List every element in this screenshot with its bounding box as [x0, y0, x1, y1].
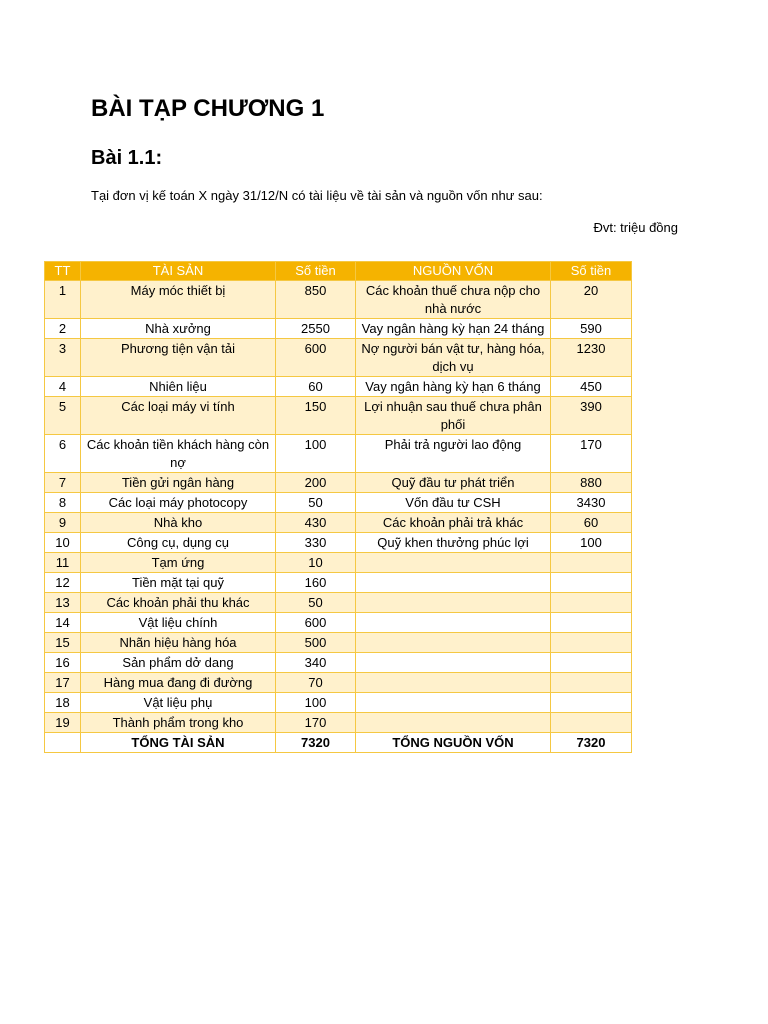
asset-amount: 200 — [276, 473, 356, 493]
asset-amount: 340 — [276, 653, 356, 673]
header-source: NGUỒN VỐN — [356, 262, 551, 281]
source-amount — [551, 553, 632, 573]
asset-name: Tạm ứng — [81, 553, 276, 573]
asset-name: Tiền mặt tại quỹ — [81, 573, 276, 593]
source-name — [356, 593, 551, 613]
row-number: 19 — [45, 713, 81, 733]
row-number: 2 — [45, 319, 81, 339]
row-number: 10 — [45, 533, 81, 553]
asset-amount: 50 — [276, 593, 356, 613]
source-amount — [551, 693, 632, 713]
source-name: Quỹ khen thưởng phúc lợi — [356, 533, 551, 553]
table-row — [45, 513, 632, 533]
source-name: Lợi nhuận sau thuế chưa phân phối — [356, 397, 551, 435]
source-amount: 3430 — [551, 493, 632, 513]
asset-name: Hàng mua đang đi đường — [81, 673, 276, 693]
row-number: 6 — [45, 435, 81, 473]
intro-text: Tại đơn vị kế toán X ngày 31/12/N có tài liệu về tài sản và nguồn vốn như sau: — [91, 188, 543, 203]
row-number: 12 — [45, 573, 81, 593]
table-row — [45, 339, 632, 377]
source-amount — [551, 573, 632, 593]
row-number: 16 — [45, 653, 81, 673]
asset-name: Tiền gửi ngân hàng — [81, 473, 276, 493]
table-row — [45, 613, 632, 633]
asset-name: Các loại máy photocopy — [81, 493, 276, 513]
row-number: 9 — [45, 513, 81, 533]
row-number: 8 — [45, 493, 81, 513]
balance-table — [44, 261, 632, 753]
table-row — [45, 533, 632, 553]
asset-amount: 500 — [276, 633, 356, 653]
asset-amount: 10 — [276, 553, 356, 573]
page-title: BÀI TẠP CHƯƠNG 1 — [91, 95, 325, 122]
table-row — [45, 377, 632, 397]
asset-amount: 170 — [276, 713, 356, 733]
asset-name: Sản phẩm dở dang — [81, 653, 276, 673]
table-row — [45, 397, 632, 435]
source-amount: 20 — [551, 281, 632, 319]
source-name: Vốn đầu tư CSH — [356, 493, 551, 513]
source-name — [356, 553, 551, 573]
row-number: 5 — [45, 397, 81, 435]
row-number: 11 — [45, 553, 81, 573]
source-name: Nợ người bán vật tư, hàng hóa, dịch vụ — [356, 339, 551, 377]
asset-amount: 600 — [276, 613, 356, 633]
total-assets-label: TỔNG TÀI SẢN — [81, 733, 276, 753]
asset-name: Vật liệu phụ — [81, 693, 276, 713]
row-number: 18 — [45, 693, 81, 713]
source-name: Các khoản thuế chưa nộp cho nhà nước — [356, 281, 551, 319]
table-row — [45, 633, 632, 653]
source-name — [356, 573, 551, 593]
asset-name: Các khoản phải thu khác — [81, 593, 276, 613]
total-row — [45, 733, 632, 753]
table-header-row — [45, 262, 632, 281]
asset-name: Các khoản tiền khách hàng còn nợ — [81, 435, 276, 473]
table-row — [45, 473, 632, 493]
table-row — [45, 573, 632, 593]
source-amount: 590 — [551, 319, 632, 339]
asset-amount: 70 — [276, 673, 356, 693]
source-amount: 100 — [551, 533, 632, 553]
asset-name: Các loại máy vi tính — [81, 397, 276, 435]
row-number: 4 — [45, 377, 81, 397]
table-row — [45, 653, 632, 673]
asset-name: Vật liệu chính — [81, 613, 276, 633]
table-body — [45, 281, 632, 733]
row-number: 7 — [45, 473, 81, 493]
table-row — [45, 693, 632, 713]
source-name: Vay ngân hàng kỳ hạn 6 tháng — [356, 377, 551, 397]
source-amount: 170 — [551, 435, 632, 473]
source-amount — [551, 593, 632, 613]
source-amount — [551, 613, 632, 633]
asset-name: Nhãn hiệu hàng hóa — [81, 633, 276, 653]
asset-amount: 50 — [276, 493, 356, 513]
row-number: 13 — [45, 593, 81, 613]
source-amount: 880 — [551, 473, 632, 493]
header-tt: TT — [45, 262, 81, 281]
source-name — [356, 713, 551, 733]
asset-name: Nhiên liệu — [81, 377, 276, 397]
source-amount — [551, 653, 632, 673]
row-number: 14 — [45, 613, 81, 633]
asset-amount: 150 — [276, 397, 356, 435]
source-name: Các khoản phải trả khác — [356, 513, 551, 533]
table-row — [45, 319, 632, 339]
table-row — [45, 493, 632, 513]
header-asset: TÀI SẢN — [81, 262, 276, 281]
source-amount: 450 — [551, 377, 632, 397]
total-assets-value: 7320 — [276, 733, 356, 753]
source-name — [356, 693, 551, 713]
table-row — [45, 553, 632, 573]
row-number: 15 — [45, 633, 81, 653]
source-amount — [551, 673, 632, 693]
header-asset-amount: Số tiền — [276, 262, 356, 281]
source-amount: 60 — [551, 513, 632, 533]
row-number: 3 — [45, 339, 81, 377]
table-row — [45, 435, 632, 473]
source-amount — [551, 713, 632, 733]
asset-name: Nhà xưởng — [81, 319, 276, 339]
header-source-amount: Số tiền — [551, 262, 632, 281]
source-name — [356, 633, 551, 653]
table-row — [45, 281, 632, 319]
asset-amount: 60 — [276, 377, 356, 397]
asset-amount: 100 — [276, 693, 356, 713]
source-name — [356, 673, 551, 693]
asset-amount: 330 — [276, 533, 356, 553]
source-name — [356, 653, 551, 673]
source-amount — [551, 633, 632, 653]
asset-name: Thành phẩm trong kho — [81, 713, 276, 733]
source-amount: 1230 — [551, 339, 632, 377]
asset-name: Phương tiện vận tải — [81, 339, 276, 377]
asset-amount: 430 — [276, 513, 356, 533]
table-row — [45, 713, 632, 733]
source-name — [356, 613, 551, 633]
asset-name: Nhà kho — [81, 513, 276, 533]
table-row — [45, 593, 632, 613]
source-amount: 390 — [551, 397, 632, 435]
source-name: Vay ngân hàng kỳ hạn 24 tháng — [356, 319, 551, 339]
asset-name: Công cụ, dụng cụ — [81, 533, 276, 553]
total-sources-label: TỔNG NGUỒN VỐN — [356, 733, 551, 753]
total-spacer — [45, 733, 81, 753]
asset-amount: 160 — [276, 573, 356, 593]
source-name: Phải trả người lao động — [356, 435, 551, 473]
asset-amount: 850 — [276, 281, 356, 319]
asset-amount: 2550 — [276, 319, 356, 339]
table-row — [45, 673, 632, 693]
asset-amount: 600 — [276, 339, 356, 377]
source-name: Quỹ đầu tư phát triển — [356, 473, 551, 493]
row-number: 1 — [45, 281, 81, 319]
asset-amount: 100 — [276, 435, 356, 473]
unit-note: Đvt: triệu đồng — [593, 220, 678, 235]
asset-name: Máy móc thiết bị — [81, 281, 276, 319]
row-number: 17 — [45, 673, 81, 693]
exercise-heading: Bài 1.1: — [91, 147, 163, 169]
total-sources-value: 7320 — [551, 733, 632, 753]
